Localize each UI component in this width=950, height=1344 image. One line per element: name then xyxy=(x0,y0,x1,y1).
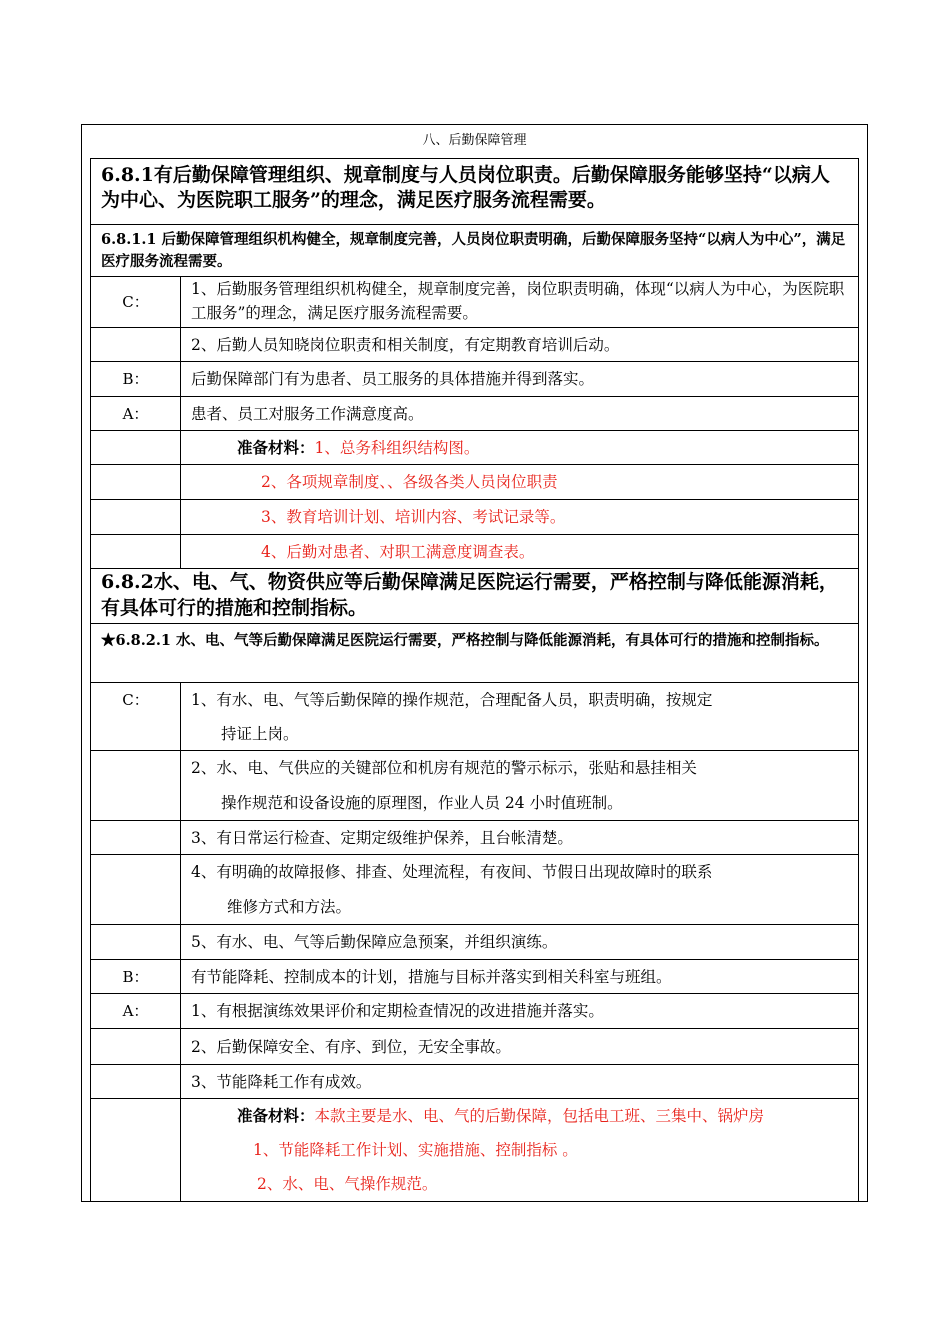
grade-label-empty xyxy=(91,925,181,959)
criterion-text: 6.8.1.1 后勤保障管理组织机构健全，规章制度完善，人员岗位职责明确，后勤保障服务坚持“以病人为中心”，满足医疗服务流程需要。 xyxy=(101,231,846,270)
a2-row-3 xyxy=(90,1064,859,1098)
b2-row xyxy=(90,959,859,993)
standard-heading-6-8-1 xyxy=(90,158,859,224)
grade-label-a: A： xyxy=(91,397,181,430)
grade-label-empty xyxy=(91,1065,181,1098)
c2-item-1-line-1: 1、有水、电、气等后勤保障的操作规范，合理配备人员，职责明确，按规定 xyxy=(191,691,713,709)
c2-item-3: 3、有日常运行检查、定期定级维护保养，且台帐清楚。 xyxy=(191,829,573,847)
a2-row-2 xyxy=(90,1028,859,1064)
a2-item-3: 3、节能降耗工作有成效。 xyxy=(191,1073,372,1091)
prep-item-2: 2、各项规章制度、、各级各类人员岗位职责 xyxy=(261,473,558,491)
prep-row-4 xyxy=(90,534,859,568)
c2-row-3 xyxy=(90,820,859,854)
grade-label-c: C： xyxy=(91,683,181,750)
c2-item-4-line-1: 4、有明确的故障报修、排查、处理流程，有夜间、节假日出现故障时的联系 xyxy=(191,863,713,881)
grade-label-empty xyxy=(91,821,181,854)
prep2-block xyxy=(181,1099,858,1201)
grade-label-empty xyxy=(91,855,181,924)
a-row xyxy=(90,396,859,430)
prep2-row xyxy=(90,1098,859,1202)
standard-heading-6-8-2 xyxy=(90,568,859,623)
c2-item-4-line-2: 维修方式和方法。 xyxy=(227,898,352,916)
prep2-line-2: 2、水、电、气操作规范。 xyxy=(257,1175,438,1193)
c-item-1: 1、后勤服务管理组织机构健全，规章制度完善，岗位职责明确，体现“以病人为中心，为医院职工服务”的理念，满足医疗服务流程需要。 xyxy=(191,280,845,322)
c2-item-2 xyxy=(181,751,858,820)
prep-row-2 xyxy=(90,464,859,499)
prep-text: 1、总务科组织结构图。 xyxy=(314,439,480,457)
heading-text: 6.8.2水、电、气、物资供应等后勤保障满足医院运行需要，严格控制与降低能源消耗，有具体可行的措施和控制指标。 xyxy=(101,571,838,619)
b-item: 后勤保障部门有为患者、员工服务的具体措施并得到落实。 xyxy=(191,370,595,388)
grade-label-empty xyxy=(91,500,181,534)
criterion-6-8-2-1 xyxy=(90,623,859,682)
c2-row-2 xyxy=(90,750,859,820)
grade-label-b: B： xyxy=(91,960,181,993)
grade-label-empty xyxy=(91,328,181,361)
c2-item-2-line-1: 2、水、电、气供应的关键部位和机房有规范的警示标示，张贴和悬挂相关 xyxy=(191,759,697,777)
prep-row-3 xyxy=(90,499,859,534)
prep-label: 准备材料： xyxy=(237,1106,315,1125)
prep2-line-0 xyxy=(191,1099,858,1133)
prep-item-4: 4、后勤对患者、对职工满意度调查表。 xyxy=(261,543,535,561)
grade-label-empty xyxy=(91,465,181,499)
c-row-2 xyxy=(90,327,859,361)
criterion-text: ★6.8.2.1 水、电、气等后勤保障满足医院运行需要，严格控制与降低能源消耗，有具体可行的措施和控制指标。 xyxy=(101,632,829,649)
c2-row-5 xyxy=(90,924,859,959)
section-title: 八、后勤保障管理 xyxy=(422,133,527,148)
grade-label-b: B： xyxy=(91,362,181,396)
prep2-line-1: 1、节能降耗工作计划、实施措施、控制指标 。 xyxy=(253,1141,578,1159)
grade-label-empty xyxy=(91,535,181,568)
c2-row-1 xyxy=(90,682,859,750)
grade-label-empty xyxy=(91,1029,181,1064)
prep-item-1 xyxy=(181,431,858,464)
grade-label-empty xyxy=(91,1099,181,1201)
c2-item-1 xyxy=(181,683,858,750)
a2-row-1 xyxy=(90,993,859,1028)
c2-item-4 xyxy=(181,855,858,924)
prep-label: 准备材料： xyxy=(237,438,315,457)
prep-item-3: 3、教育培训计划、培训内容、考试记录等。 xyxy=(261,508,566,526)
c-row-1 xyxy=(90,276,859,327)
grade-label-empty xyxy=(91,751,181,820)
grade-label-c: C： xyxy=(91,277,181,327)
a2-item-2: 2、后勤保障安全、有序、到位，无安全事故。 xyxy=(191,1038,511,1056)
b-row xyxy=(90,361,859,396)
criterion-6-8-1-1 xyxy=(90,224,859,276)
c-item-2: 2、后勤人员知晓岗位职责和相关制度，有定期教育培训后动。 xyxy=(191,336,620,354)
grade-label-empty xyxy=(91,431,181,464)
b2-item: 有节能降耗、控制成本的计划，措施与目标并落实到相关科室与班组。 xyxy=(191,968,672,986)
heading-text: 6.8.1有后勤保障管理组织、规章制度与人员岗位职责。后勤保障服务能够坚持“以病人为中心、为医院职工服务”的理念，满足医疗服务流程需要。 xyxy=(101,164,830,211)
a-item: 患者、员工对服务工作满意度高。 xyxy=(191,405,424,423)
a2-item-1: 1、有根据演练效果评价和定期检查情况的改进措施并落实。 xyxy=(191,1002,604,1020)
c2-item-5: 5、有水、电、气等后勤保障应急预案，并组织演练。 xyxy=(191,933,558,951)
prep-row-1 xyxy=(90,430,859,464)
grade-label-a: A： xyxy=(91,994,181,1028)
c2-item-2-line-2: 操作规范和设备设施的原理图，作业人员 24 小时值班制。 xyxy=(221,794,623,812)
prep-text: 本款主要是水、电、气的后勤保障，包括电工班、三集中、锅炉房 xyxy=(314,1107,765,1125)
c2-item-1-line-2: 持证上岗。 xyxy=(221,725,299,743)
c2-row-4 xyxy=(90,854,859,924)
